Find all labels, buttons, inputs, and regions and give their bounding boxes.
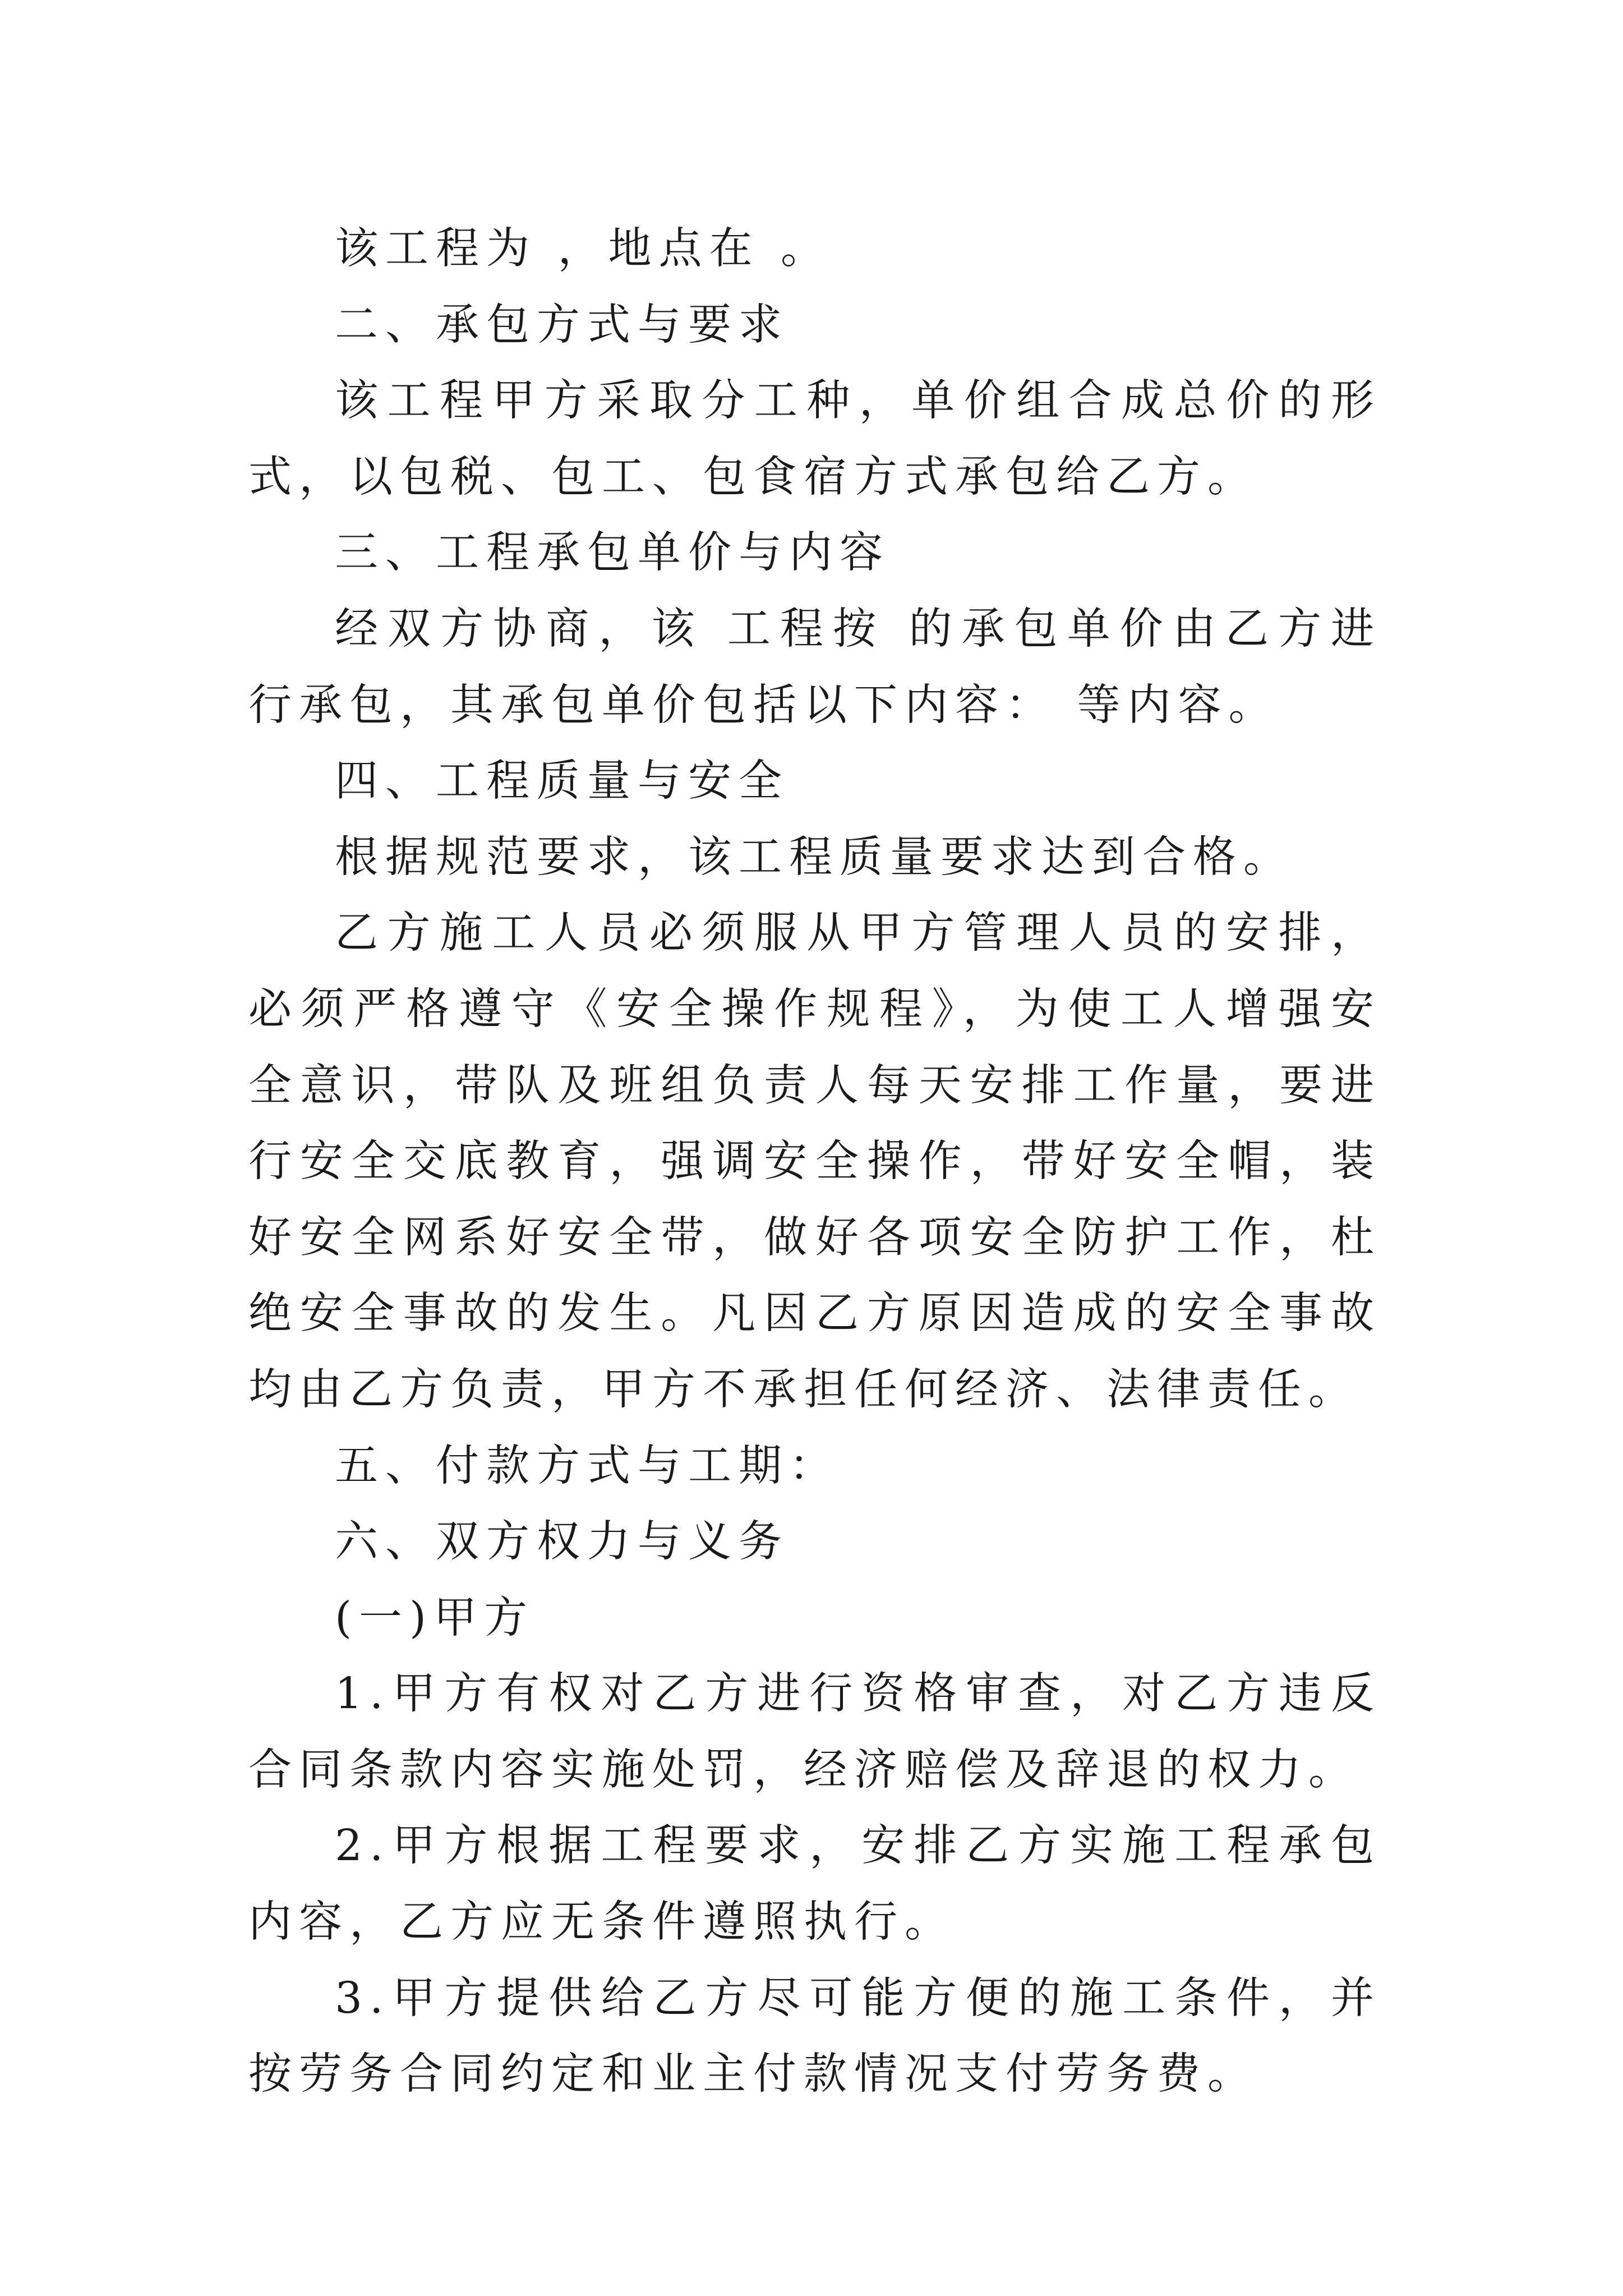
heading-payment-schedule: 五、付款方式与工期： [335,1441,840,1491]
document-body [248,211,1381,2113]
heading-unit-price: 三、工程承包单价与内容 [335,528,890,578]
clause-party-a-2: 2.甲方根据工程要求，安排乙方实施工程承包内容，乙方应无条件遵照执行。 [248,1821,1381,1948]
paragraph-project-location: 该工程为 ，地点在 。 [335,224,831,274]
paragraph-contract-method: 该工程甲方采取分工种，单价组合成总价的形式，以包税、包工、包食宿方式承包给乙方。 [248,376,1381,502]
heading-rights-obligations: 六、双方权力与义务 [335,1517,789,1567]
paragraph-unit-price: 经双方协商，该 工程按 的承包单价由乙方进行承包，其承包单价包括以下内容： 等内容。 [248,604,1381,730]
paragraph-safety: 乙方施工人员必须服从甲方管理人员的安排，必须严格遵守《安全操作规程》，为使工人增强安全意识，带队及班组负责人每天安排工作量，要进行安全交底教育，强调安全操作，带好安全帽，装好安全网系好安全带，做好各项安全防护工作，杜绝安全事故的发生。凡因乙方原因造成的安全事故均由乙方负责，甲方不承担任何经济、法律责任。 [248,908,1381,1415]
subheading-party-a: (一)甲方 [335,1593,535,1643]
heading-contract-method: 二、承包方式与要求 [335,300,789,350]
clause-party-a-1: 1.甲方有权对乙方进行资格审查，对乙方违反合同条款内容实施处罚，经济赔偿及辞退的权力。 [248,1669,1381,1795]
clause-party-a-3: 3.甲方提供给乙方尽可能方便的施工条件，并按劳务合同约定和业主付款情况支付劳务费。 [248,1973,1381,2100]
paragraph-quality: 根据规范要求，该工程质量要求达到合格。 [335,832,1294,882]
heading-quality-safety: 四、工程质量与安全 [335,756,789,807]
